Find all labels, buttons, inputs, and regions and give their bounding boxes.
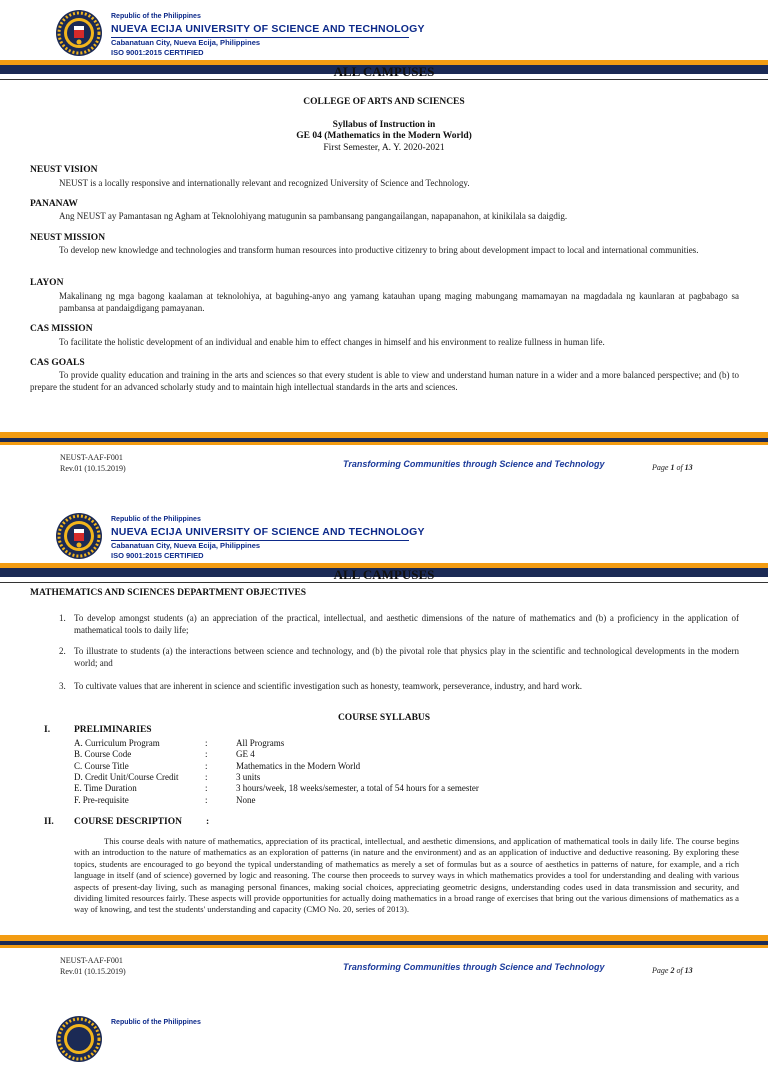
page-number-1 <box>652 463 693 472</box>
preliminary-label: F. Pre-requisite <box>74 795 129 805</box>
preliminary-value: 3 hours/week, 18 weeks/semester, a total of 54 hours for a semester <box>236 783 479 793</box>
preliminary-value: GE 4 <box>236 749 255 759</box>
footer-code-1 <box>60 452 126 474</box>
preliminary-colon: : <box>205 749 208 759</box>
preliminary-colon: : <box>205 761 208 771</box>
university-seal-icon <box>55 9 103 57</box>
objective-text: To cultivate values that are inherent in science and scientific investigation such as honesty, teamwork, perseverance, industry, and hard work. <box>74 681 583 691</box>
section-text-cas-goals: To provide quality education and training in the arts and sciences so that every student is able to view and understand human nature in a wider and a more balanced perspective; and (b) to prepare the student for an advanced scholarly study and to maintain high intellectual standards in the arts and sciences. <box>30 370 739 392</box>
university-name: NUEVA ECIJA UNIVERSITY OF SCIENCE AND TECHNOLOGY <box>111 526 425 538</box>
university-address: Cabanatuan City, Nueva Ecija, Philippines <box>111 38 261 47</box>
section-text-cas-mission: To facilitate the holistic development of an individual and enable him to effect changes in himself and his environment to realize fullness in human life. <box>59 337 605 347</box>
campuses-rule <box>0 79 768 80</box>
iso-certification: ISO 9001:2015 CERTIFIED <box>111 48 204 57</box>
section-title-cas-mission: CAS MISSION <box>30 324 93 334</box>
preliminary-colon: : <box>205 738 208 748</box>
description-title: COURSE DESCRIPTION <box>74 817 182 827</box>
preliminaries-title: PRELIMINARIES <box>74 725 152 735</box>
preliminary-label: E. Time Duration <box>74 783 137 793</box>
section-title-mission: NEUST MISSION <box>30 233 106 243</box>
preliminary-colon: : <box>205 783 208 793</box>
preliminary-row <box>74 772 714 783</box>
republic-label: Republic of the Philippines <box>111 13 201 20</box>
section-text-layon: Makalinang ng mga bagong kaalaman at teknolohiya, at baguhing-anyo ang yamang katauhan upang maging mabungang mamamayan na magdadala ng kaunlaran at pagbabago sa pambansa at pandaigdigang pamayanan. <box>59 291 739 313</box>
page-total: 13 <box>684 463 693 472</box>
objectives-title: MATHEMATICS AND SCIENCES DEPARTMENT OBJECTIVES <box>30 588 307 598</box>
iso-certification: ISO 9001:2015 CERTIFIED <box>111 551 204 560</box>
revision-label: Rev.01 (10.15.2019) <box>60 967 126 976</box>
college-name: COLLEGE OF ARTS AND SCIENCES <box>303 97 465 107</box>
republic-label: Republic of the Philippines <box>111 1019 201 1026</box>
preliminary-row <box>74 783 714 794</box>
section-title-layon: LAYON <box>30 278 64 288</box>
footer-tagline-1: Transforming Communities through Science and Technology <box>343 459 605 469</box>
objective-number: 1. <box>59 613 66 623</box>
page-total: 13 <box>684 966 693 975</box>
page1-header <box>0 0 768 64</box>
of-word: of <box>676 966 683 975</box>
section-text-pananaw: Ang NEUST ay Pamantasan ng Agham at Teknolohiyang matugunin sa pambansang pangangailangan, napapanahon, at kinikilala sa daigdig. <box>59 211 568 221</box>
preliminary-row <box>74 749 714 760</box>
university-seal-icon <box>55 512 103 560</box>
objective-text: To illustrate to students (a) the interactions between science and technology, and (b) the pivotal role that physics play in the scientific and technological developments in the modern world; and <box>74 646 739 668</box>
page-word: Page <box>652 463 669 472</box>
objective-text: To develop amongst students (a) an appreciation of the practical, intellectual, and aesthetic dimensions of the nature of mathematics and (b) a proficiency in the application of mathematical tools to daily life; <box>74 613 739 635</box>
page-word: Page <box>652 966 669 975</box>
preliminary-value: 3 units <box>236 772 261 782</box>
description-colon: : <box>206 817 210 827</box>
objective-number: 3. <box>59 681 66 691</box>
preliminary-row <box>74 738 714 749</box>
syllabus-line: Syllabus of Instruction in <box>332 120 436 130</box>
preliminary-colon: : <box>205 795 208 805</box>
course-line: GE 04 (Mathematics in the Modern World) <box>296 131 472 141</box>
preliminary-label: C. Course Title <box>74 761 129 771</box>
revision-label: Rev.01 (10.15.2019) <box>60 464 126 473</box>
page2-header <box>0 503 768 567</box>
campuses-title: ALL CAMPUSES <box>333 567 435 582</box>
semester-line: First Semester, A. Y. 2020-2021 <box>323 143 445 153</box>
of-word: of <box>676 463 683 472</box>
preliminaries-number: I. <box>44 725 51 735</box>
republic-label: Republic of the Philippines <box>111 516 201 523</box>
course-syllabus-title: COURSE SYLLABUS <box>337 713 431 723</box>
preliminary-row <box>74 795 714 806</box>
university-address: Cabanatuan City, Nueva Ecija, Philippines <box>111 541 261 550</box>
preliminary-colon: : <box>205 772 208 782</box>
course-description-text: This course deals with nature of mathematics, appreciation of its practical, intellectual, and aesthetic dimensions, and application of mathematical tools in daily life. The course begins with an introduction to the nature of mathematics as an exploration of patterns (in nature and the environment) and as an application of inductive and deductive reasoning. By exploring these topics, students are encouraged to go beyond the typical understanding of mathematics as merely a set of formulas but as a source of aesthetics in patterns of nature, for example, and a rich language in itself (and of science) governed by logic and reasoning. The course then proceeds to survey ways in which mathematics provides a tool for understanding and dealing with various aspects of present-day living, such as managing personal finances, making social choices, appreciating geometric designs, understanding codes used in data transmission and security, and dividing limited resources fairly. These aspects will provide opportunities for actually doing mathematics in a broad range of exercises that bring out the various dimensions of mathematics as a way of knowing, and test the students' understanding and capacity (CMO No. 20, series of 2013). <box>74 836 739 915</box>
footer-band-2 <box>0 935 768 948</box>
preliminary-value: None <box>236 795 256 805</box>
preliminary-value: Mathematics in the Modern World <box>236 761 361 771</box>
page-current: 1 <box>670 463 675 472</box>
footer-code-2 <box>60 955 126 977</box>
footer-band-1 <box>0 432 768 445</box>
objective-number: 2. <box>59 646 66 656</box>
preliminary-row <box>74 761 714 772</box>
section-title-pananaw: PANANAW <box>30 199 78 209</box>
footer-tagline-2: Transforming Communities through Science and Technology <box>343 962 605 972</box>
form-code: NEUST-AAF-F001 <box>60 956 123 965</box>
university-seal-icon <box>55 1015 103 1063</box>
page-current: 2 <box>670 966 675 975</box>
preliminary-label: B. Course Code <box>74 749 132 759</box>
section-text-mission: To develop new knowledge and technologies and transform human resources into productive citizenry to bring about development impact to local and international communities. <box>59 245 699 255</box>
preliminary-label: D. Credit Unit/Course Credit <box>74 772 179 782</box>
page3-header <box>0 1006 768 1070</box>
form-code: NEUST-AAF-F001 <box>60 453 123 462</box>
campuses-title: ALL CAMPUSES <box>333 64 435 79</box>
section-text-vision: NEUST is a locally responsive and internationally relevant and recognized University of Science and Technology. <box>59 178 470 188</box>
page-number-2 <box>652 966 693 975</box>
campuses-rule <box>0 582 768 583</box>
preliminary-value: All Programs <box>236 738 285 748</box>
description-number: II. <box>44 817 54 827</box>
preliminary-label: A. Curriculum Program <box>74 738 160 748</box>
university-name: NUEVA ECIJA UNIVERSITY OF SCIENCE AND TECHNOLOGY <box>111 23 425 35</box>
section-title-cas-goals: CAS GOALS <box>30 358 85 368</box>
section-title-vision: NEUST VISION <box>30 165 98 175</box>
